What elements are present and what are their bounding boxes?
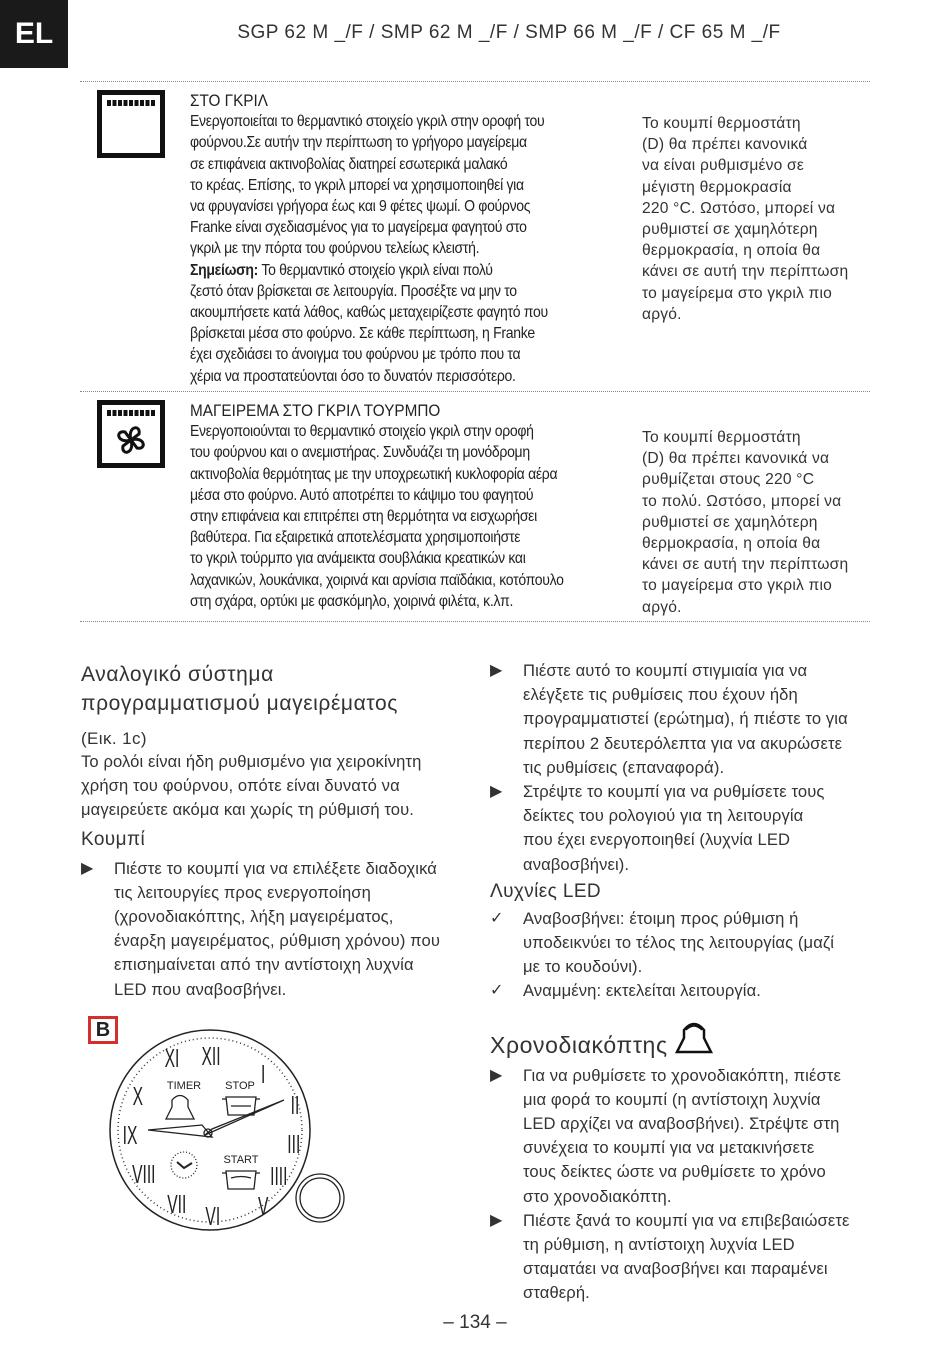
text-line: ζεστό όταν βρίσκεται σε λειτουργία. Προσέξτε να μην το: [190, 282, 517, 300]
turbo-side-note: [642, 427, 848, 618]
text-line: συνέχεια το κουμπί για να μετακινήσετε: [523, 1138, 815, 1158]
numeral: V: [257, 1191, 269, 1222]
text-line: Για να ρυθμίσετε το χρονοδιακόπτη, πιέστε: [523, 1065, 841, 1085]
text-line: που έχει ενεργοποιηθεί (λυχνία LED: [523, 830, 791, 850]
text-block: [190, 421, 564, 612]
list-item: [490, 907, 880, 980]
numeral: VII: [167, 1189, 187, 1220]
figure-ref: (Εικ. 1c): [81, 729, 147, 748]
knob-heading: Κουμπί: [81, 828, 146, 850]
led-heading: Λυχνίες LED: [490, 880, 602, 902]
text-line: ελέγξετε τις ρυθμίσεις που έχουν ήδη: [523, 685, 798, 705]
text-line: ακτινοβολία θερμότητας με την υποχρεωτική κυκλοφορία αέρα: [190, 465, 558, 483]
grill-element-icon: [97, 90, 165, 158]
divider: [80, 81, 870, 82]
text-line: προγραμματισμού μαγειρέματος: [81, 692, 398, 715]
grill-text: [190, 90, 548, 387]
turbo-text: [190, 400, 564, 612]
list-item: [490, 1209, 880, 1306]
text-line: τις ρυθμίσεις (επαναφορά).: [523, 757, 725, 777]
text-line: σε επιφάνεια ακτινοβολίας διατηρεί εσωτερικά μαλακό: [190, 155, 508, 173]
text-line: έχει σχεδιάσει το άνοιγμα του φούρνου με τρόπο που τα: [190, 346, 521, 364]
text-line: μαγειρεύετε ακόμα και χωρίς τη ρύθμισή του.: [81, 800, 415, 820]
text-line: το μαγείρεμα στο γκριλ πιο: [642, 284, 833, 302]
text-line: να είναι ρυθμισμένο σε: [642, 157, 805, 175]
text-block: [523, 659, 880, 780]
bell-icon: [674, 1022, 714, 1054]
check-icon: ✓: [490, 909, 504, 927]
text-line: θερμοκρασία, η οποία θα: [642, 535, 821, 553]
text-line: το μαγείρεμα στο γκριλ πιο: [642, 577, 833, 595]
numeral: XI: [164, 1043, 180, 1074]
text-block: [523, 780, 880, 877]
text-line: ρυθμιστεί σε χαμηλότερη: [642, 221, 818, 239]
text-line: το κρέας. Επίσης, το γκριλ μπορεί να χρησιμοποιηθεί για: [190, 176, 524, 194]
analog-section: [81, 660, 476, 1002]
page-number: – 134 –: [443, 1312, 507, 1333]
text-block: [190, 281, 548, 387]
text-line: Στρέψτε το κουμπί για να ρυθμίσετε τους: [523, 782, 825, 802]
numeral: X: [132, 1081, 144, 1112]
check-icon: ✓: [490, 982, 504, 1000]
text-line: μια φορά το κουμπί (η αντίστοιχη λυχνία: [523, 1089, 821, 1109]
text-line: Το ρολόι είναι ήδη ρυθμισμένο για χειροκίνητη: [81, 752, 422, 771]
numeral: XII: [201, 1041, 221, 1072]
numeral: IIII: [270, 1161, 288, 1192]
hour-hand: [148, 1125, 212, 1137]
text-line: υποδεικνύει το τέλος της λειτουργίας (μαζί: [523, 933, 835, 953]
triangle-bullet-icon: ▶: [490, 783, 503, 801]
bell-icon: [166, 1096, 194, 1120]
text-line: αργό.: [642, 598, 682, 616]
text-line: ρυθμίζεται στους 220 °C: [642, 471, 815, 489]
text-line: αναβοσβήνει).: [523, 854, 630, 874]
text-line: με το κουδούνι).: [523, 957, 643, 977]
text-line: στη σχάρα, ορτύκι με φασκόμηλο, χοιρινά φιλέτα, κ.λπ.: [190, 592, 514, 610]
text-block: [523, 907, 880, 980]
numeral: I: [261, 1059, 266, 1090]
text-line: δείκτες του ρολογιού για τη λειτουργία: [523, 806, 804, 826]
figure-badge: B: [88, 1016, 118, 1044]
minute-hand: [205, 1100, 284, 1135]
model-header: SGP 62 M _/F / SMP 62 M _/F / SMP 66 M _/F / CF 65 M _/F: [237, 22, 781, 43]
text-block: [114, 857, 476, 1002]
text-line: στην επιφάνεια και επιτρέπει στη θερμότητα να εισχωρήσει: [190, 508, 537, 526]
text-line: (D) θα πρέπει κανονικά να: [642, 450, 830, 468]
note-label: Σημείωση:: [190, 261, 259, 279]
text-line: μέσα στο φούρνο. Αυτό αποτρέπει το κάψιμο του φαγητού: [190, 486, 534, 504]
text-line: χρήση του φούρνου, οπότε είναι δυνατό να: [81, 776, 400, 796]
text-line: 220 °C. Ωστόσο, μπορεί να: [642, 199, 836, 217]
text-line: στο χρονοδιακόπτη.: [523, 1186, 672, 1206]
text-line: να φρυγανίσει γρήγορα έως και 9 φέτες ψωμί. Ο φούρνος: [190, 198, 531, 216]
text-line: βρίσκεται μέσα στο φούρνο. Σε κάθε περίπτωση, η Franke: [190, 325, 535, 343]
text-line: κάνει σε αυτή την περίπτωση: [642, 263, 849, 281]
text-line: Franke είναι σχεδιασμένος για το μαγείρεμα φαγητού στο: [190, 219, 527, 237]
numeral: IX: [122, 1120, 138, 1151]
text-line: αργό.: [642, 305, 682, 323]
text-line: το γκριλ τούρμπο για ανάμεικτα σουβλάκια κρεατικών και: [190, 550, 526, 568]
timer-heading: Χρονοδιακόπτης: [490, 1031, 668, 1058]
analog-title: [81, 660, 476, 718]
divider: [80, 621, 870, 622]
list-item: [81, 857, 476, 1002]
triangle-bullet-icon: ▶: [81, 859, 94, 877]
note-text: Το θερμαντικό στοιχείο γκριλ είναι πολύ: [258, 261, 493, 279]
text-line: σταθερή.: [523, 1283, 590, 1303]
text-line: τους δείκτες ώστε να ρυθμίσετε το χρόνο: [523, 1162, 826, 1182]
text-block: [523, 1209, 880, 1306]
text-line: Αναβοσβήνει: έτοιμη προς ρύθμιση ή: [523, 908, 799, 928]
text-line: σταματάει να αναβοσβήνει και παραμένει: [523, 1259, 828, 1279]
text-line: LED που αναβοσβήνει.: [114, 979, 287, 999]
text-line: προγραμματιστεί (ερώτημα), ή πιέστε το για: [523, 709, 848, 729]
text-line: βαθύτερα. Για εξαιρετικά αποτελέσματα χρησιμοποιήστε: [190, 529, 521, 547]
numeral: III: [287, 1129, 301, 1160]
list-item: [490, 1064, 880, 1209]
text-line: Πιέστε αυτό το κουμπί στιγμιαία για να: [523, 661, 808, 680]
triangle-bullet-icon: ▶: [490, 662, 503, 679]
text-line: LED αρχίζει να αναβοσβήνει). Στρέψτε στη: [523, 1114, 840, 1134]
text-line: επισημαίνεται από την αντίστοιχη λυχνία: [114, 955, 414, 975]
text-line: του φούρνου και ο ανεμιστήρας. Συνδυάζει τη μονόδρομη: [190, 444, 530, 462]
analog-intro: [81, 750, 476, 823]
text-block: [523, 1064, 880, 1209]
text-line: χέρια να προστατεύονται όσο το δυνατόν περισσότερο.: [190, 367, 516, 385]
numeral: II: [290, 1090, 300, 1121]
text-line: Ενεργοποιείται το θερμαντικό στοιχείο γκριλ στην οροφή του: [190, 113, 545, 131]
text-line: Πιέστε το κουμπί για να επιλέξετε διαδοχικά: [114, 858, 437, 878]
right-column: [490, 659, 880, 1306]
text-line: τη ρύθμιση, η αντίστοιχη λυχνία LED: [523, 1235, 795, 1255]
text-block: [190, 111, 548, 259]
pot-start-icon: [222, 1171, 260, 1189]
text-line: Το κουμπί θερμοστάτη: [642, 115, 801, 132]
text-line: μέγιστη θερμοκρασία: [642, 178, 792, 196]
grill-side-note: [642, 113, 848, 325]
numeral: VIII: [132, 1159, 156, 1190]
text-line: έναρξη μαγειρέματος, ρύθμιση χρόνου) που: [114, 931, 440, 951]
text-line: θερμοκρασία, η οποία θα: [642, 242, 821, 260]
timer-label: TIMER: [166, 1080, 202, 1092]
text-line: Ενεργοποιούνται το θερμαντικό στοιχείο γκριλ στην οροφή: [190, 423, 534, 441]
text-line: ακουμπήσετε κατά λάθος, καθώς μεταχειρίζεστε φαγητό που: [190, 304, 548, 322]
clock-set-icon: [171, 1152, 197, 1178]
text-line: Αναλογικό σύστημα: [81, 663, 274, 686]
triangle-bullet-icon: ▶: [490, 1211, 503, 1229]
numeral: VI: [205, 1201, 221, 1232]
stop-label: STOP: [225, 1080, 255, 1092]
control-knob[interactable]: [294, 1172, 346, 1224]
text-line: λαχανικών, λουκάνικα, χοιρινά και αρνίσια παϊδάκια, κοτόπουλο: [190, 571, 564, 589]
list-item: [490, 979, 880, 1003]
list-item: [490, 659, 880, 780]
divider: [80, 391, 870, 392]
text-block: [523, 979, 880, 1003]
text-line: Το κουμπί θερμοστάτη: [642, 429, 801, 446]
text-line: γκριλ με την πόρτα του φούρνου τελείως κλειστή.: [190, 240, 480, 258]
turbo-grill-fan-icon: [97, 400, 165, 468]
language-badge: EL: [0, 0, 68, 68]
text-line: φούρνου.Σε αυτήν την περίπτωση το γρήγορο μαγείρεμα: [190, 134, 527, 152]
text-line: τις λειτουργίες προς ενεργοποίηση: [114, 882, 371, 902]
text-line: κάνει σε αυτή την περίπτωση: [642, 556, 849, 574]
section-title: ΜΑΓΕΙΡΕΜΑ ΣΤΟ ΓΚΡΙΛ ΤΟΥΡΜΠΟ: [190, 401, 441, 420]
text-line: Πιέστε ξανά το κουμπί για να επιβεβαιώσετε: [523, 1210, 850, 1230]
triangle-bullet-icon: ▶: [490, 1066, 503, 1084]
list-item: [490, 780, 880, 877]
text-line: το πολύ. Ωστόσο, μπορεί να: [642, 492, 842, 510]
text-line: (D) θα πρέπει κανονικά: [642, 136, 808, 154]
text-line: Αναμμένη: εκτελείται λειτουργία.: [523, 981, 761, 1001]
section-title: ΣΤΟ ΓΚΡΙΛ: [190, 91, 268, 110]
text-line: ρυθμιστεί σε χαμηλότερη: [642, 513, 818, 531]
text-line: περίπου 2 δευτερόλεπτα για να ακυρώσετε: [523, 733, 843, 753]
text-line: (χρονοδιακόπτης, λήξη μαγειρέματος,: [114, 907, 394, 927]
start-label: START: [223, 1154, 259, 1166]
